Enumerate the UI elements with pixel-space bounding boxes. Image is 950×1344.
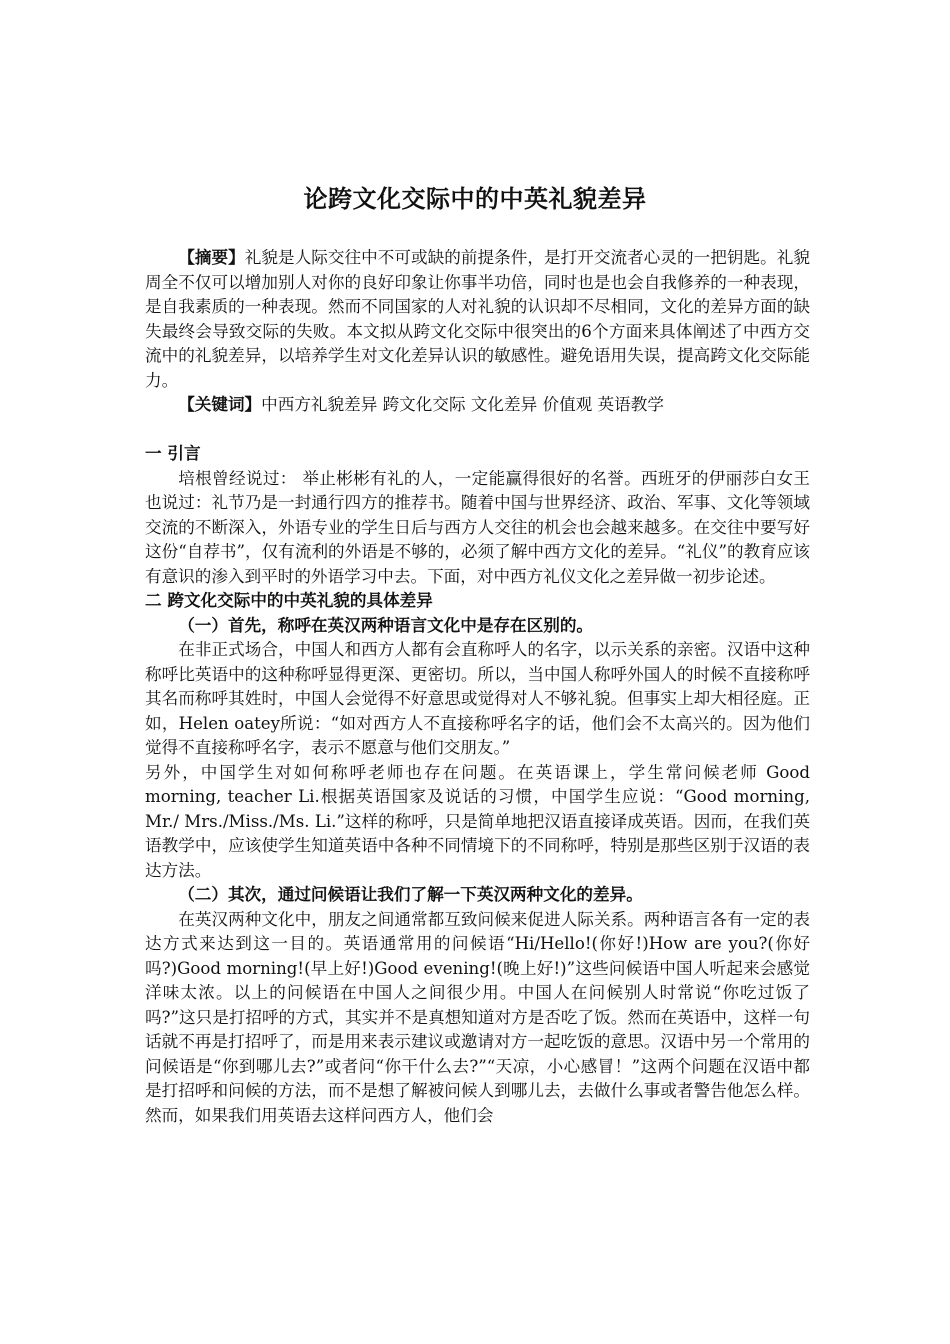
keywords-paragraph bbox=[145, 393, 810, 418]
section-heading-differences: 二 跨文化交际中的中英礼貌的具体差异 bbox=[145, 591, 433, 610]
keywords-label: 【关键词】 bbox=[178, 395, 262, 414]
keywords-text: 中西方礼貌差异 跨文化交际 文化差异 价值观 英语教学 bbox=[261, 395, 664, 414]
introduction-paragraph: 培根曾经说过： 举止彬彬有礼的人，一定能赢得很好的名誉。西班牙的伊丽莎白女王也说过：礼节乃是一封通行四方的推荐书。随着中国与世界经济、政治、军事、文化等领域交流的不断深入，外语专业的学生日后与西方人交往的机会也会越来越多。在交往中要写好这份“自荐书”，仅有流利的外语是不够的，必须了解中西方文化的差异。“礼仪”的教育应该有意识的渗入到平时的外语学习中去。下面，对中西方礼仪文化之差异做一初步论述。 bbox=[145, 468, 810, 586]
address-paragraph-1: 在非正式场合，中国人和西方人都有会直称呼人的名字，以示关系的亲密。汉语中这种称呼比英语中的这种称呼显得更深、更密切。所以，当中国人称呼外国人的时候不直接称呼其名而称呼其姓时，中国人会觉得不好意思或觉得对人不够礼貌。但事实上却大相径庭。正如，Helen oatey所说：“如对西方人不直接称呼名字的话，他们会不太高兴的。因为他们觉得不直接称呼名字，表示不愿意与他们交朋友。” bbox=[145, 640, 810, 757]
document-body bbox=[145, 246, 810, 1128]
page-title: 论跨文化交际中的中英礼貌差异 bbox=[303, 185, 647, 213]
address-paragraph-2: 另外，中国学生对如何称呼老师也存在问题。在英语课上，学生常问候老师 Good morning, teacher Li.根据英语国家及说话的习惯，中国学生应说：“Good morning, Mr./ Mrs./Miss./Ms. Li.”这样的称呼，只是简单地把汉语直接译成英语。因而，在我们英语教学中，应该使学生知道英语中各种不同情境下的不同称呼，特别是那些区别于汉语的表达方法。 bbox=[145, 762, 810, 880]
section-heading-introduction: 一 引言 bbox=[145, 444, 201, 463]
subsection-heading-address: （一）首先，称呼在英汉两种语言文化中是存在区别的。 bbox=[178, 615, 594, 635]
spacer bbox=[145, 418, 810, 443]
abstract-label: 【摘要】 bbox=[178, 248, 245, 267]
greetings-paragraph: 在英汉两种文化中，朋友之间通常都互致问候来促进人际关系。两种语言各有一定的表达方式来达到这一目的。英语通常用的问候语“Hi/Hello!(你好!)How are you?(你好吗?)Good morning!(早上好!)Good evening!(晚上好!)”这些问候语中国人听起来会感觉洋味太浓。以上的问候语在中国人之间很少用。中国人在问候别人时常说“你吃过饭了吗?”这只是打招呼的方式，其实并不是真想知道对方是否吃了饭。然而在英语中，这样一句话就不再是打招呼了，而是用来表示建议或邀请对方一起吃饭的意思。汉语中另一个常用的问候语是“你到哪儿去?”或者问“你干什么去?”“天凉，小心感冒！”这两个问题在汉语中都是打招呼和问候的方法，而不是想了解被问候人到哪儿去，去做什么事或者警告他怎么样。然而，如果我们用英语去这样问西方人，他们会 bbox=[145, 909, 810, 1125]
abstract-paragraph bbox=[145, 246, 810, 393]
subsection-heading-greetings: （二）其次，通过问候语让我们了解一下英汉两种文化的差异。 bbox=[178, 885, 643, 904]
abstract-text: 礼貌是人际交往中不可或缺的前提条件，是打开交流者心灵的一把钥匙。礼貌周全不仅可以增加别人对你的良好印象让你事半功倍，同时也是也会自我修养的一种表现，是自我素质的一种表现。然而不同国家的人对礼貌的认识却不尽相同，文化的差异方面的缺失最终会导致交际的失败。本文拟从跨文化交际中很突出的6个方面来具体阐述了中西方交流中的礼貌差异，以培养学生对文化差异认识的敏感性。避免语用失误，提高跨文化交际能力。 bbox=[145, 248, 811, 390]
